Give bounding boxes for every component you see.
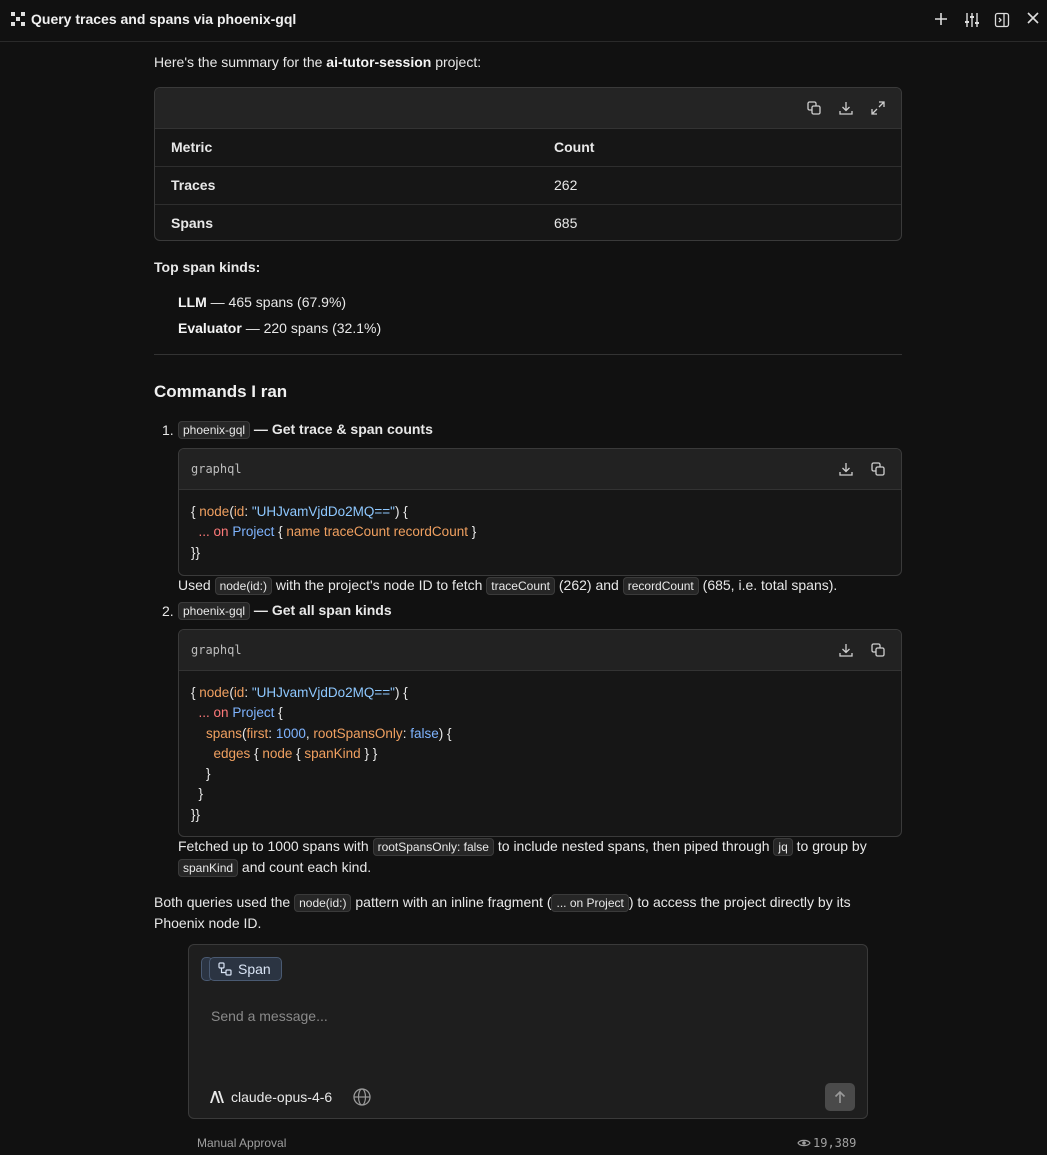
count-cell: 262 xyxy=(554,177,578,193)
copy-icon[interactable] xyxy=(870,461,886,477)
eye-icon xyxy=(797,1138,811,1148)
sidebar-panel-icon xyxy=(994,12,1010,28)
code-block-header xyxy=(179,449,901,490)
top-span-kinds-heading: Top span kinds: xyxy=(154,259,261,275)
summary-table xyxy=(154,87,902,241)
divider xyxy=(154,354,902,355)
count-cell: 685 xyxy=(554,215,578,231)
metric-cell: Spans xyxy=(171,215,214,231)
step-number: 2. xyxy=(162,603,174,619)
step-title: phoenix-gql — Get all span kinds xyxy=(178,602,392,618)
expand-icon[interactable] xyxy=(870,100,886,116)
step-description: Fetched up to 1000 spans with rootSpansOnly: false to include nested spans, then piped through jq to group by spanKind and count each kind. xyxy=(178,838,867,875)
title-bar xyxy=(0,0,1047,42)
close-button[interactable] xyxy=(1023,10,1043,30)
span-kind-item: LLM — 465 spans (67.9%) xyxy=(178,294,347,310)
globe-icon[interactable] xyxy=(352,1087,372,1107)
code-block xyxy=(178,448,902,576)
copy-icon[interactable] xyxy=(806,100,822,116)
summary-intro: Here's the summary for the ai-tutor-session project: xyxy=(154,54,482,70)
table-header-row xyxy=(155,129,901,167)
code-language: graphql xyxy=(191,643,242,657)
code-block-header xyxy=(179,630,901,671)
approval-mode-label[interactable]: Manual Approval xyxy=(197,1136,287,1150)
code-block xyxy=(178,629,902,837)
code-content: { node(id: "UHJvamVjdDo2MQ==") { ... on Project { spans(first: 1000, rootSpansOnly: false) { edges { node { spanKind } } } } }} xyxy=(191,685,452,822)
closing-paragraph: Both queries used the node(id:) pattern with an inline fragment ( ... on Project ) to access the project directly by its Phoenix node ID. xyxy=(154,894,851,931)
close-icon xyxy=(1027,12,1039,24)
anthropic-icon xyxy=(209,1091,225,1103)
inline-code: phoenix-gql xyxy=(178,421,250,439)
send-button[interactable] xyxy=(825,1083,855,1111)
commands-heading: Commands I ran xyxy=(154,382,288,401)
code-content: { node(id: "UHJvamVjdDo2MQ==") { ... on Project { name traceCount recordCount } }} xyxy=(191,504,477,560)
sliders-icon xyxy=(964,12,980,28)
step-description: Used node(id:) with the project's node ID to fetch traceCount (262) and recordCount (685, i.e. total spans). xyxy=(178,577,838,593)
project-name: ai-tutor-session xyxy=(326,54,432,70)
download-icon[interactable] xyxy=(838,642,854,658)
model-name: claude-opus-4-6 xyxy=(231,1089,333,1105)
step-title: phoenix-gql — Get trace & span counts xyxy=(178,421,433,437)
plus-icon xyxy=(934,12,948,26)
download-icon[interactable] xyxy=(838,100,854,116)
table-row xyxy=(155,205,901,241)
column-header-metric: Metric xyxy=(171,139,213,155)
token-count: 19,389 xyxy=(797,1136,856,1150)
step-number: 1. xyxy=(162,422,174,438)
arrow-up-icon xyxy=(833,1090,847,1104)
span-icon xyxy=(218,962,232,976)
model-selector[interactable] xyxy=(209,1087,372,1107)
message-composer xyxy=(188,944,868,1119)
message-input[interactable] xyxy=(209,1003,843,1029)
inline-code: phoenix-gql xyxy=(178,602,250,620)
code-language: graphql xyxy=(191,462,242,476)
column-header-count: Count xyxy=(554,139,595,155)
window-title: Query traces and spans via phoenix-gql xyxy=(31,11,297,27)
new-chat-button[interactable] xyxy=(931,10,951,30)
app-logo-icon xyxy=(11,12,25,26)
span-context-chip[interactable] xyxy=(209,957,282,981)
toggle-panel-button[interactable] xyxy=(992,10,1012,30)
table-toolbar xyxy=(155,88,901,129)
span-kind-item: Evaluator — 220 spans (32.1%) xyxy=(178,320,382,336)
download-icon[interactable] xyxy=(838,461,854,477)
metric-cell: Traces xyxy=(171,177,216,193)
table-row xyxy=(155,167,901,205)
settings-button[interactable] xyxy=(962,10,982,30)
chip-label: Span xyxy=(238,961,271,977)
copy-icon[interactable] xyxy=(870,642,886,658)
